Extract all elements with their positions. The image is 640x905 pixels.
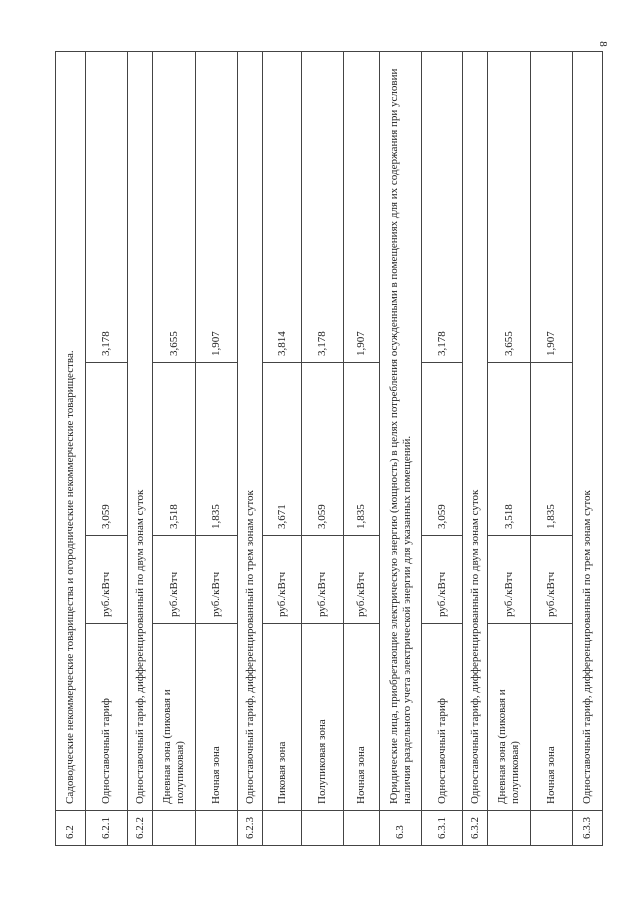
value-period-2: 3,178: [302, 52, 344, 363]
row-number: [344, 811, 380, 846]
value-period-1: 1,835: [344, 363, 380, 536]
row-number: [302, 811, 344, 846]
row-number: 6.3.3: [573, 811, 603, 846]
unit-cell: руб./кВтч: [196, 536, 238, 624]
value-period-1: 3,059: [86, 363, 128, 536]
subsection-title: Одноставочный тариф, дифференцированный по двум зонам суток: [463, 52, 488, 811]
unit-cell: руб./кВтч: [488, 536, 531, 624]
subsection-row: [463, 52, 488, 846]
value-period-1: 1,835: [531, 363, 573, 536]
subsection-row: [128, 52, 153, 846]
tariff-name: Одноставочный тариф: [422, 624, 463, 811]
subsection-row: [238, 52, 263, 846]
tariff-row: [344, 52, 380, 846]
value-period-2: 1,907: [531, 52, 573, 363]
row-number: 6.3.2: [463, 811, 488, 846]
row-number: [263, 811, 302, 846]
unit-cell: руб./кВтч: [263, 536, 302, 624]
value-period-1: 3,671: [263, 363, 302, 536]
row-number: 6.3: [380, 811, 422, 846]
row-number: 6.2.2: [128, 811, 153, 846]
row-number: [531, 811, 573, 846]
page-number: 8: [596, 41, 609, 47]
section-title-row: [56, 52, 86, 846]
tariff-row: [422, 52, 463, 846]
subsection-row: [573, 52, 603, 846]
tariff-name: Ночная зона: [531, 624, 573, 811]
value-period-2: 3,178: [422, 52, 463, 363]
unit-cell: руб./кВтч: [86, 536, 128, 624]
value-period-2: 1,907: [344, 52, 380, 363]
section-title: Садоводческие некоммерческие товарищества и огороднические некоммерческие товарищества.: [56, 52, 86, 811]
value-period-2: 3,655: [153, 52, 196, 363]
tariff-name: Ночная зона: [196, 624, 238, 811]
tariff-name: Дневная зона (пиковая и полупиковая): [488, 624, 531, 811]
value-period-1: 3,059: [422, 363, 463, 536]
unit-cell: руб./кВтч: [344, 536, 380, 624]
tariff-row: [153, 52, 196, 846]
tariff-row: [86, 52, 128, 846]
subsection-title: Одноставочный тариф, дифференцированный по двум зонам суток: [128, 52, 153, 811]
tariff-row: [263, 52, 302, 846]
value-period-1: 1,835: [196, 363, 238, 536]
row-number: 6.2: [56, 811, 86, 846]
tariff-row: [196, 52, 238, 846]
tariff-name: Полупиковая зона: [302, 624, 344, 811]
row-number: [153, 811, 196, 846]
unit-cell: руб./кВтч: [422, 536, 463, 624]
tariff-name: Одноставочный тариф: [86, 624, 128, 811]
unit-cell: руб./кВтч: [302, 536, 344, 624]
tariff-table-body: [56, 52, 603, 846]
unit-cell: руб./кВтч: [153, 536, 196, 624]
tariff-row: [488, 52, 531, 846]
row-number: [196, 811, 238, 846]
tariff-table: [55, 51, 603, 846]
tariff-row: [531, 52, 573, 846]
unit-cell: руб./кВтч: [531, 536, 573, 624]
row-number: 6.2.1: [86, 811, 128, 846]
row-number: 6.2.3: [238, 811, 263, 846]
value-period-1: 3,059: [302, 363, 344, 536]
value-period-1: 3,518: [488, 363, 531, 536]
value-period-2: 3,655: [488, 52, 531, 363]
value-period-2: 1,907: [196, 52, 238, 363]
tariff-name: Ночная зона: [344, 624, 380, 811]
section-title: Юридические лица, приобретающие электрическую энергию (мощность) в целях потребления осужденными в помещениях для их содержания при условии наличия раздельного учета электрической энергии для указанных помещений.: [380, 52, 422, 811]
value-period-2: 3,178: [86, 52, 128, 363]
tariff-name: Дневная зона (пиковая и полупиковая): [153, 624, 196, 811]
subsection-title: Одноставочный тариф, дифференцированный по трем зонам суток: [573, 52, 603, 811]
section-title-row: [380, 52, 422, 846]
value-period-1: 3,518: [153, 363, 196, 536]
tariff-name: Пиковая зона: [263, 624, 302, 811]
subsection-title: Одноставочный тариф, дифференцированный по трем зонам суток: [238, 52, 263, 811]
row-number: [488, 811, 531, 846]
tariff-row: [302, 52, 344, 846]
value-period-2: 3,814: [263, 52, 302, 363]
row-number: 6.3.1: [422, 811, 463, 846]
